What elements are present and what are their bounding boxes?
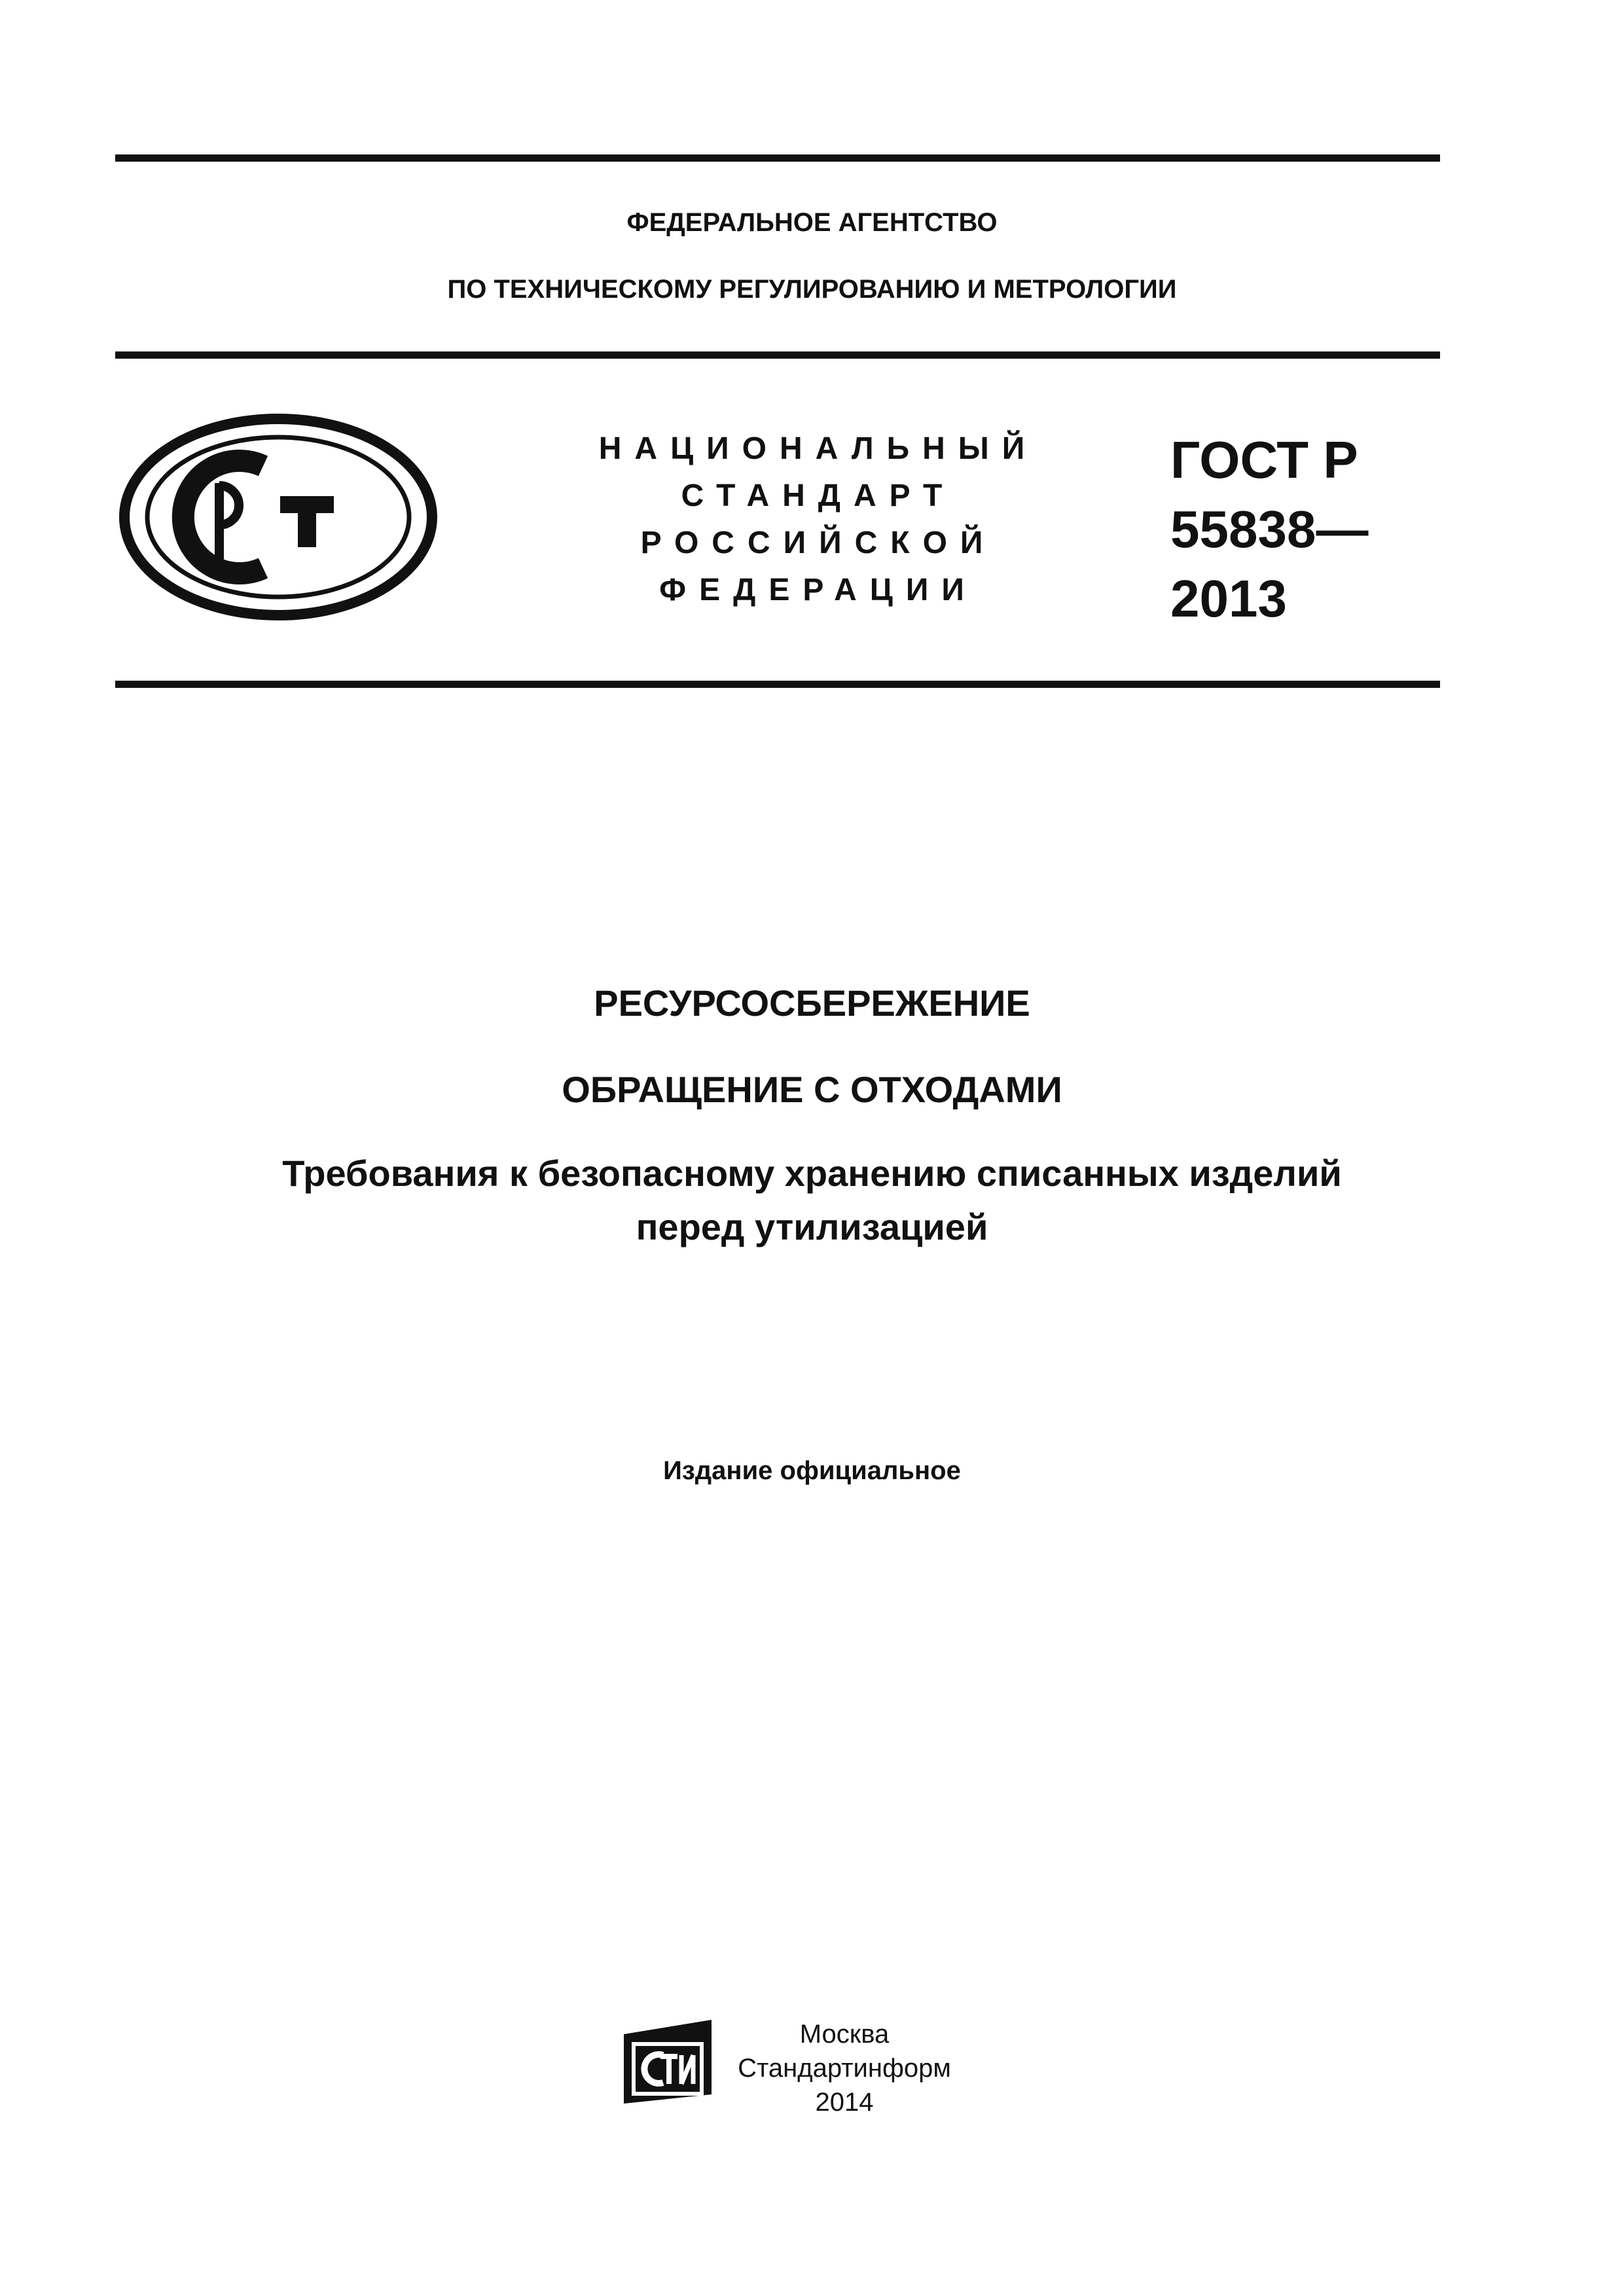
publisher-imprint	[727, 2017, 962, 2119]
standard-type	[563, 425, 1074, 614]
sti-publisher-icon	[612, 2016, 720, 2106]
designation-line: ГОСТ Р	[1170, 431, 1358, 489]
designation-line: 2013	[1170, 569, 1287, 628]
rst-emblem-icon	[118, 412, 439, 622]
standard-type-line: НАЦИОНАЛЬНЫЙ	[598, 431, 1038, 466]
document-title-line-1: РЕСУРСОСБЕРЕЖЕНИЕ	[594, 982, 1030, 1024]
standard-designation	[1170, 425, 1445, 634]
top-rule	[115, 154, 1440, 162]
standard-type-line: РОССИЙСКОЙ	[640, 526, 996, 560]
edition-label: Издание официальное	[663, 1456, 961, 1485]
designation-line: 55838—	[1170, 500, 1369, 558]
standard-type-line: СТАНДАРТ	[681, 478, 956, 513]
imprint-year: 2014	[815, 2088, 874, 2117]
document-subtitle-line-1: Требования к безопасному хранению списанных изделий	[282, 1153, 1342, 1194]
imprint-publisher: Стандартинформ	[738, 2054, 951, 2083]
middle-rule	[115, 351, 1440, 359]
document-subtitle-line-2: перед утилизацией	[636, 1206, 988, 1247]
bottom-rule	[115, 681, 1440, 688]
agency-name-line-2: ПО ТЕХНИЧЕСКОМУ РЕГУЛИРОВАНИЮ И МЕТРОЛОГИИ	[447, 275, 1177, 304]
standard-type-line: ФЕДЕРАЦИИ	[659, 573, 977, 607]
document-title-line-2: ОБРАЩЕНИЕ С ОТХОДАМИ	[562, 1069, 1062, 1110]
agency-name-line-1: ФЕДЕРАЛЬНОЕ АГЕНТСТВО	[626, 208, 998, 237]
imprint-city: Москва	[799, 2020, 890, 2049]
